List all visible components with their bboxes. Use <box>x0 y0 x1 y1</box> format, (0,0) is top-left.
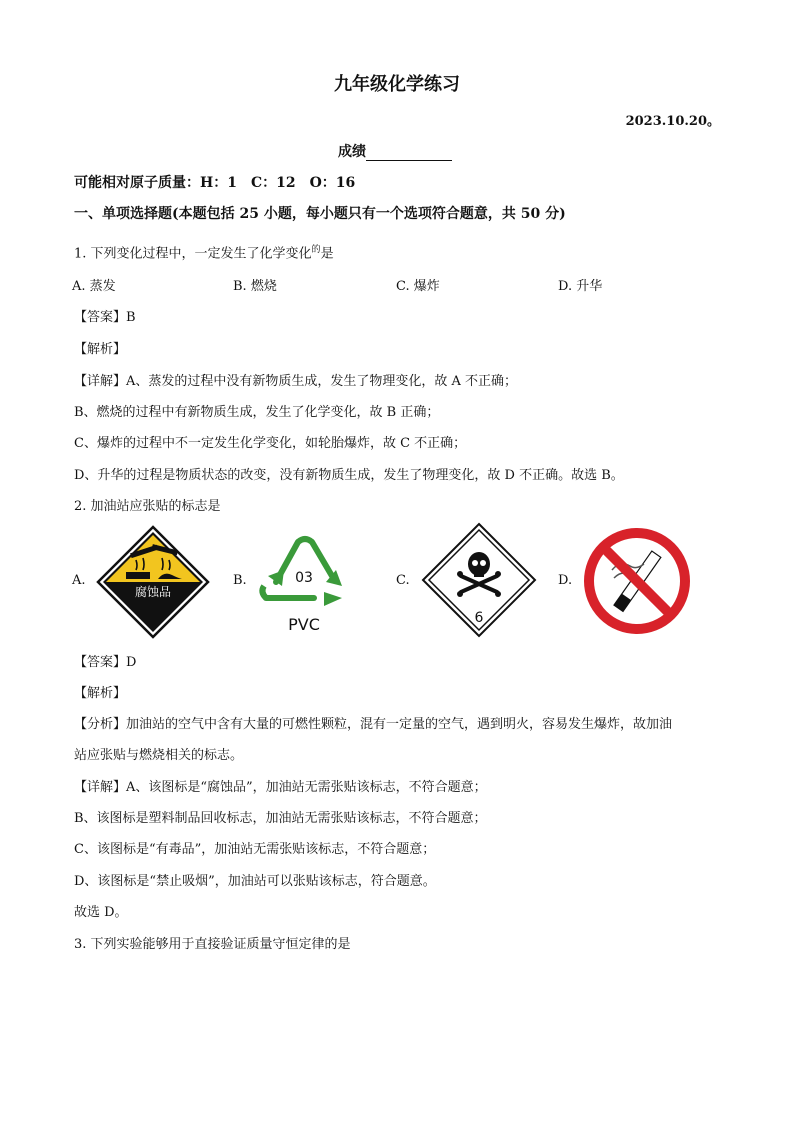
q2-detail-line: C、该图标是“有毒品”，加油站无需张贴该标志，不符合题意； <box>74 842 436 857</box>
q2-analysis-tag: 【解析】 <box>74 686 127 701</box>
section-heading: 一、单项选择题(本题包括 25 小题，每小题只有一个选项符合题意，共 50 分) <box>74 206 566 222</box>
q2-option-c-label[interactable]: C. <box>396 573 410 588</box>
q1-stem-text: 1. 下列变化过程中，一定发生了化学变化 <box>74 246 312 262</box>
q1-answer-value: B <box>126 310 136 325</box>
q1-option-c[interactable]: C. 爆炸 <box>396 279 440 294</box>
q1-detail-line: D、升华的过程是物质状态的改变，没有新物质生成，发生了物理变化，故 D 不正确。故选 B。 <box>74 468 624 483</box>
q3-stem: 3. 下列实验能够用于直接验证质量守恒定律的是 <box>74 937 351 952</box>
q2-detail-line: B、该图标是塑料制品回收标志，加油站无需张贴该标志，不符合题意； <box>74 811 487 826</box>
q2-detail-line: D、该图标是“禁止吸烟”，加油站可以张贴该标志，符合题意。 <box>74 874 436 889</box>
exam-date: 2023.10.20。 <box>625 114 720 129</box>
q2-option-d-label[interactable]: D. <box>558 573 573 588</box>
q1-answer-tag: 【答案】 <box>74 310 127 325</box>
recycle-number: 03 <box>295 570 313 586</box>
q2-answer-tag: 【答案】 <box>74 655 127 670</box>
q2-analysis-line: 站应张贴与燃烧相关的标志。 <box>74 748 244 763</box>
score-label: 成绩 <box>338 144 366 160</box>
q1-detail-line: C、爆炸的过程中不一定发生化学变化，如轮胎爆炸，故 C 不正确； <box>74 436 467 451</box>
q1-stem <box>74 242 334 261</box>
score-blank[interactable] <box>366 145 452 161</box>
toxic-number: 6 <box>474 610 484 626</box>
q2-analysis-line: 【分析】加油站的空气中含有大量的可燃性颗粒，混有一定量的空气，遇到明火，容易发生爆炸，故加油 <box>74 717 673 732</box>
q2-detail-line: 故选 D。 <box>74 905 128 920</box>
q2-option-a-label[interactable]: A. <box>72 573 86 588</box>
q2-option-b-label[interactable]: B. <box>233 573 247 588</box>
corrosive-sign-text: 腐蚀品 <box>134 585 172 599</box>
q2-answer-value: D <box>126 655 137 670</box>
recycle-sign-icon[interactable] <box>254 532 354 636</box>
q1-detail-line: 【详解】A、蒸发的过程中没有新物质生成，发生了物理变化，故 A 不正确； <box>74 374 518 389</box>
recycle-text: PVC <box>288 615 320 634</box>
score-line <box>338 141 452 161</box>
q1-option-d[interactable]: D. 升华 <box>558 279 603 294</box>
q2-stem: 2. 加油站应张贴的标志是 <box>74 499 221 514</box>
q2-detail-line: 【详解】A、该图标是“腐蚀品”，加油站无需张贴该标志，不符合题意； <box>74 780 487 795</box>
atomic-mass-line: 可能相对原子质量：H：1 C：12 O：16 <box>74 175 356 191</box>
page-title: 九年级化学练习 <box>334 74 460 95</box>
q1-option-b[interactable]: B. 燃烧 <box>233 279 277 294</box>
q1-detail-line: B、燃烧的过程中有新物质生成，发生了化学变化，故 B 正确； <box>74 405 440 420</box>
toxic-sign-icon[interactable] <box>421 522 537 638</box>
q1-stem-end: 是 <box>320 246 334 262</box>
no-smoking-sign-icon[interactable] <box>582 526 692 636</box>
q1-stem-sup: 的 <box>311 245 321 255</box>
q2-answer <box>74 651 136 670</box>
corrosive-sign-icon[interactable] <box>96 525 210 639</box>
q1-answer <box>74 306 136 325</box>
q1-analysis-tag: 【解析】 <box>74 342 127 357</box>
q1-option-a[interactable]: A. 蒸发 <box>72 279 116 294</box>
